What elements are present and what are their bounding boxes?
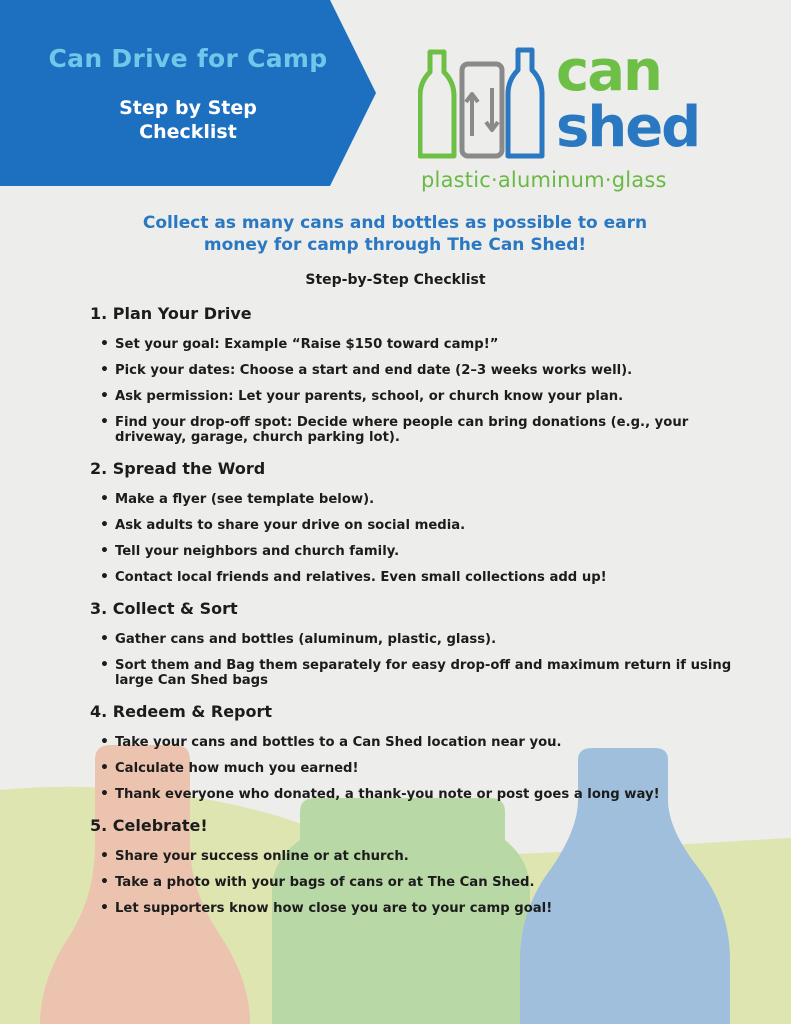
list-item: • Pick your dates: Choose a start and end date (2–3 weeks works well). bbox=[90, 363, 750, 378]
recycle-bottles-icon bbox=[418, 44, 548, 164]
section-redeem-and-report bbox=[90, 700, 750, 802]
list-item: • Find your drop-off spot: Decide where people can bring donations (e.g., your driveway, garage, church parking lot). bbox=[90, 415, 750, 445]
item-list bbox=[90, 492, 750, 585]
list-item: • Sort them and Bag them separately for easy drop-off and maximum return if using large Can Shed bags bbox=[90, 658, 750, 688]
list-item: • Contact local friends and relatives. Even small collections add up! bbox=[90, 570, 750, 585]
list-item: • Ask adults to share your drive on social media. bbox=[90, 518, 750, 533]
item-list bbox=[90, 632, 750, 688]
logo-word-can: can bbox=[556, 39, 661, 104]
logo-tagline: plastic·aluminum·glass bbox=[421, 168, 667, 192]
intro-text: Collect as many cans and bottles as possible to earn money for camp through The Can Shed! bbox=[142, 213, 648, 255]
list-item: • Take a photo with your bags of cans or at The Can Shed. bbox=[90, 875, 750, 890]
section-spread-the-word bbox=[90, 457, 750, 585]
checklist bbox=[90, 302, 750, 928]
section-collect-and-sort bbox=[90, 597, 750, 688]
item-list bbox=[90, 337, 750, 445]
item-list bbox=[90, 735, 750, 802]
section-heading: 4. Redeem & Report bbox=[90, 702, 273, 721]
section-heading: 3. Collect & Sort bbox=[90, 599, 238, 618]
checklist-title: Step-by-Step Checklist bbox=[305, 272, 486, 288]
can-shed-logo bbox=[418, 39, 748, 197]
banner-subtitle: Step by Step Checklist bbox=[119, 97, 257, 143]
list-item: • Gather cans and bottles (aluminum, plastic, glass). bbox=[90, 632, 750, 647]
section-plan-your-drive bbox=[90, 302, 750, 445]
list-item: • Calculate how much you earned! bbox=[90, 761, 750, 776]
header-banner bbox=[0, 0, 378, 186]
list-item: • Take your cans and bottles to a Can Shed location near you. bbox=[90, 735, 750, 750]
list-item: • Make a flyer (see template below). bbox=[90, 492, 750, 507]
list-item: • Let supporters know how close you are to your camp goal! bbox=[90, 901, 750, 916]
section-celebrate bbox=[90, 814, 750, 916]
list-item: • Ask permission: Let your parents, school, or church know your plan. bbox=[90, 389, 750, 404]
section-heading: 2. Spread the Word bbox=[90, 459, 266, 478]
item-list bbox=[90, 849, 750, 916]
logo-word-shed: shed bbox=[556, 95, 700, 160]
section-heading: 1. Plan Your Drive bbox=[90, 304, 252, 323]
list-item: • Tell your neighbors and church family. bbox=[90, 544, 750, 559]
section-heading: 5. Celebrate! bbox=[90, 816, 208, 835]
banner-title: Can Drive for Camp bbox=[48, 44, 328, 73]
banner-shape bbox=[0, 0, 378, 186]
list-item: • Share your success online or at church. bbox=[90, 849, 750, 864]
list-item: • Set your goal: Example “Raise $150 toward camp!” bbox=[90, 337, 750, 352]
list-item: • Thank everyone who donated, a thank-you note or post goes a long way! bbox=[90, 787, 750, 802]
